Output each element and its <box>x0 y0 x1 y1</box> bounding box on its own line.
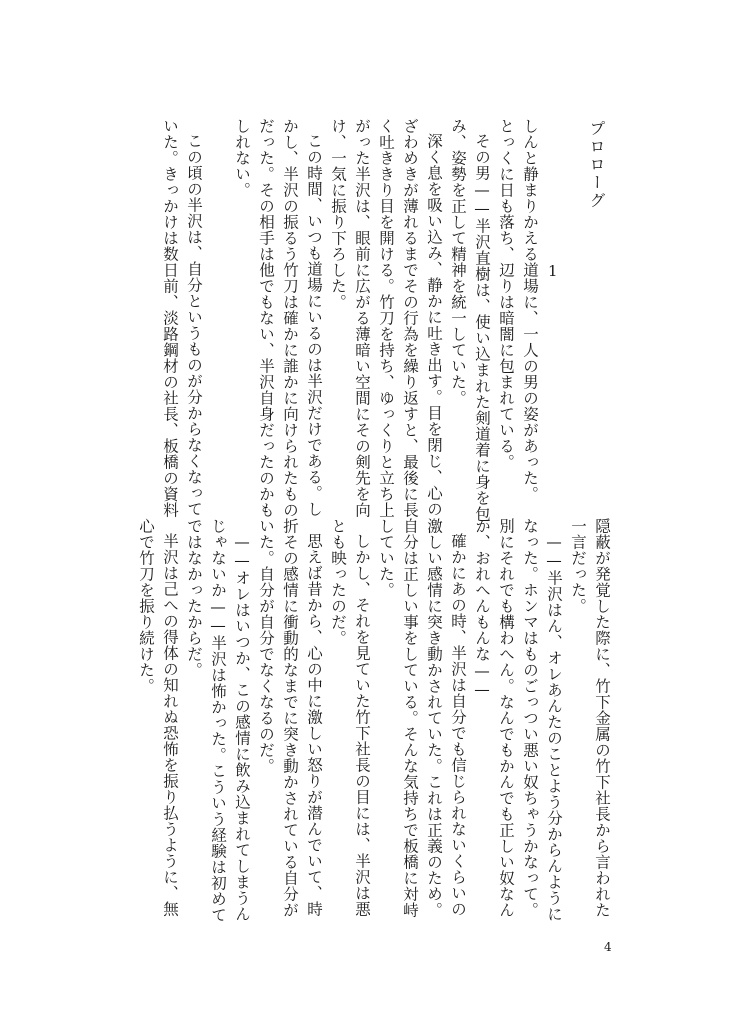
page-number: 4 <box>604 940 612 954</box>
text-line: しかし、それを見ていた竹下社長の目には、半沢は悪 <box>353 533 371 917</box>
text-line: 隠蔽が発覚した際に、竹下金属の竹下社長から言われた <box>593 518 611 918</box>
text-line: とっくに日も落ち、辺りは暗闇に包まれている。 <box>497 118 515 470</box>
text-line: 激しい感情に突き動かされていた。これは正義のため。 <box>425 518 443 918</box>
text-line: ではなかったからだ。 <box>185 518 203 678</box>
text-line: け、一気に振り下ろした。 <box>329 118 347 310</box>
text-line: 別にそれでも構わへん。なんでもかんでも正しい奴なん <box>497 518 515 918</box>
text-line: ——半沢はん、オレあんたのことよう分からんように <box>545 533 563 922</box>
text-line: この時間、いつも道場にいるのは半沢だけである。し <box>305 133 323 517</box>
text-line: この頃の半沢は、自分というものが分からなくなって <box>185 133 203 517</box>
text-line: していた。 <box>377 518 395 598</box>
text-line: 折その感情に衝動的なまでに突き動かされている自分が <box>281 518 299 918</box>
text-line: ざわめきが薄れるまでその行為を繰り返すと、最後に長 <box>401 118 419 518</box>
text-line: 思えば昔から、心の中に激しい怒りが潜んでいて、時 <box>305 533 323 917</box>
text-line: がった半沢は、眼前に広がる薄暗い空間にその剣先を向 <box>353 118 371 518</box>
text-line: 一言だった。 <box>569 518 587 614</box>
text-line: じゃないか——半沢は怖かった。こういう経験は初めて <box>209 518 227 923</box>
text-line: 確かにあの時、半沢は自分でも信じられないくらいの <box>449 533 467 917</box>
text-line: み、姿勢を正して精神を統一していた。 <box>449 118 467 406</box>
text-line: か、おれへんもんな—— <box>473 518 491 699</box>
text-line: 自分は正しい事をしている。そんな気持ちで板橋に対峙 <box>401 518 419 918</box>
text-line: とも映ったのだ。 <box>329 518 347 646</box>
text-line: 深く息を吸い込み、静かに吐き出す。目を閉じ、心の <box>425 133 443 517</box>
chapter-title: プロローグ <box>587 120 606 210</box>
text-line: かし、半沢の振るう竹刀は確かに誰かに向けられたもの <box>281 118 299 518</box>
text-line: 半沢は己への得体の知れぬ恐怖を振り払うように、無 <box>161 533 179 917</box>
text-line: なった。ホンマはものごっつい悪い奴ちゃうかなって。 <box>521 518 539 918</box>
text-line: ——オレはいつか、この感情に飲み込まれてしまうん <box>233 533 251 922</box>
text-line: その男——半沢直樹は、使い込まれた剣道着に身を包 <box>473 133 491 522</box>
text-line: しれない。 <box>233 118 251 198</box>
text-line: いた。自分が自分でなくなるのだ。 <box>257 518 275 774</box>
text-line: いた。きっかけは数日前、淡路鋼材の社長、板橋の資料 <box>161 118 179 518</box>
text-line: く吐ききり目を開ける。竹刀を持ち、ゆっくりと立ち上 <box>377 118 395 518</box>
section-number: 1 <box>548 262 558 280</box>
text-line: 心で竹刀を振り続けた。 <box>137 518 155 694</box>
text-line: だった。その相手は他でもない、半沢自身だったのかも <box>257 118 275 518</box>
text-line: しんと静まりかえる道場に、一人の男の姿があった。 <box>521 118 539 502</box>
